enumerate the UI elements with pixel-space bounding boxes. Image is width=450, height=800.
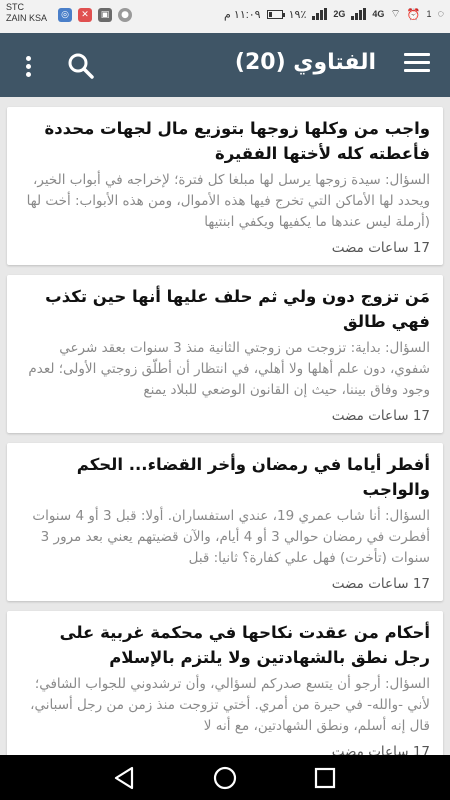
- status-bar: [0, 0, 450, 33]
- alarm-count: 1: [426, 9, 432, 19]
- signal-2g-icon: [312, 8, 327, 20]
- wifi-icon: ⌔: [390, 8, 401, 20]
- notification-icons: [58, 8, 132, 22]
- carrier-label: [6, 2, 47, 24]
- home-circle-icon[interactable]: [212, 765, 238, 791]
- fatwa-excerpt: السؤال: سيدة زوجها يرسل لها مبلغا كل فترة؛ لإخراجه في أبواب الخير، ويحدد لها الأماكن التي تخرج فيها هذه الأموال، ومن هذه الأبواب: أخت لها (أرملة ليس عندها ما يكفيها ويكفي ابنتيها: [26, 172, 430, 230]
- fatwa-list: [0, 97, 450, 755]
- fatwa-time: 17 ساعات مضت: [331, 744, 430, 755]
- status-indicators: [224, 7, 444, 21]
- hamburger-icon[interactable]: [404, 53, 430, 77]
- page-title: الفتاوي (20): [234, 50, 376, 75]
- fatwa-title: أحكام من عقدت نكاحها في محكمة غربية على رجل نطق بالشهادتين ولا يلتزم بالإسلام: [59, 623, 430, 667]
- fatwa-time: 17 ساعات مضت: [331, 576, 430, 592]
- avatar-notification-icon: ●: [118, 8, 132, 22]
- fatwa-excerpt: السؤال: أرجو أن يتسع صدركم لسؤالي، وأن ترشدوني للجواب الشافي؛ لأني -والله- في حيرة من أمري. أختي تزوجت منذ زمن من رجل أسباني، قال إنه أسلم، ونطق الشهادتين، مع أنه لا: [30, 676, 430, 734]
- back-triangle-icon[interactable]: [112, 765, 138, 791]
- fatwa-card[interactable]: [7, 611, 443, 755]
- app-bar: [0, 33, 450, 97]
- battery-level: ١٩٪: [288, 8, 307, 21]
- fatwa-title: واجب من وكلها زوجها بتوزيع مال لجهات محددة فأعطته كله لأختها الفقيرة: [44, 119, 430, 163]
- fatwa-card[interactable]: [7, 443, 443, 601]
- fatwa-title: أفطر أياما في رمضان وأخر القضاء... الحكم والواجب: [76, 455, 430, 499]
- fatwa-card[interactable]: [7, 107, 443, 265]
- vibrate-icon: ◌: [437, 8, 444, 20]
- search-icon[interactable]: [66, 51, 96, 81]
- carrier-line-2: ZAIN KSA: [6, 13, 48, 23]
- alarm-icon: ⏰: [406, 8, 421, 21]
- alert-notification-icon: ✕: [78, 8, 92, 22]
- fatwa-time: 17 ساعات مضت: [331, 240, 430, 256]
- recents-square-icon[interactable]: [312, 765, 338, 791]
- clock: ١١:٠٩ م: [224, 8, 261, 21]
- app-notification-icon: ◎: [58, 8, 72, 22]
- fatwa-title: مَن تزوج دون ولي ثم حلف عليها أنها حين تكذب فهي طالق: [45, 287, 430, 331]
- carrier-line-1: STC: [6, 2, 24, 12]
- network-2g-label: 2G: [333, 9, 346, 19]
- fatwa-card[interactable]: [7, 275, 443, 433]
- signal-4g-icon: [351, 8, 366, 20]
- fatwa-time: 17 ساعات مضت: [331, 408, 430, 424]
- network-4g-label: 4G: [372, 9, 385, 19]
- fatwa-excerpt: السؤال: بداية: تزوجت من زوجتي الثانية منذ 3 سنوات بعقد شرعي شفوي، دون علم أهلها ولا أهلي، في انتظار أن أطلّق زوجتي الأولى؛ لعدم وجود وفاق بيننا، حيث إن القانون الوضعي للبلاد يمنع: [28, 340, 430, 398]
- system-nav-bar: [0, 755, 450, 800]
- battery-icon: [267, 10, 283, 19]
- gallery-notification-icon: ▣: [98, 8, 112, 22]
- fatwa-excerpt: السؤال: أنا شاب عمري 19، عندي استفساران. أولا: قبل 3 أو 4 سنوات أفطرت في رمضان حوالي 3 أو 4 أيام، والآن قضيتهم يعني بعد مرور 3 سنوات (تأخرت) فهل علي كفارة؟ ثانيا: قبل: [32, 508, 430, 566]
- more-vert-icon[interactable]: [18, 51, 38, 81]
